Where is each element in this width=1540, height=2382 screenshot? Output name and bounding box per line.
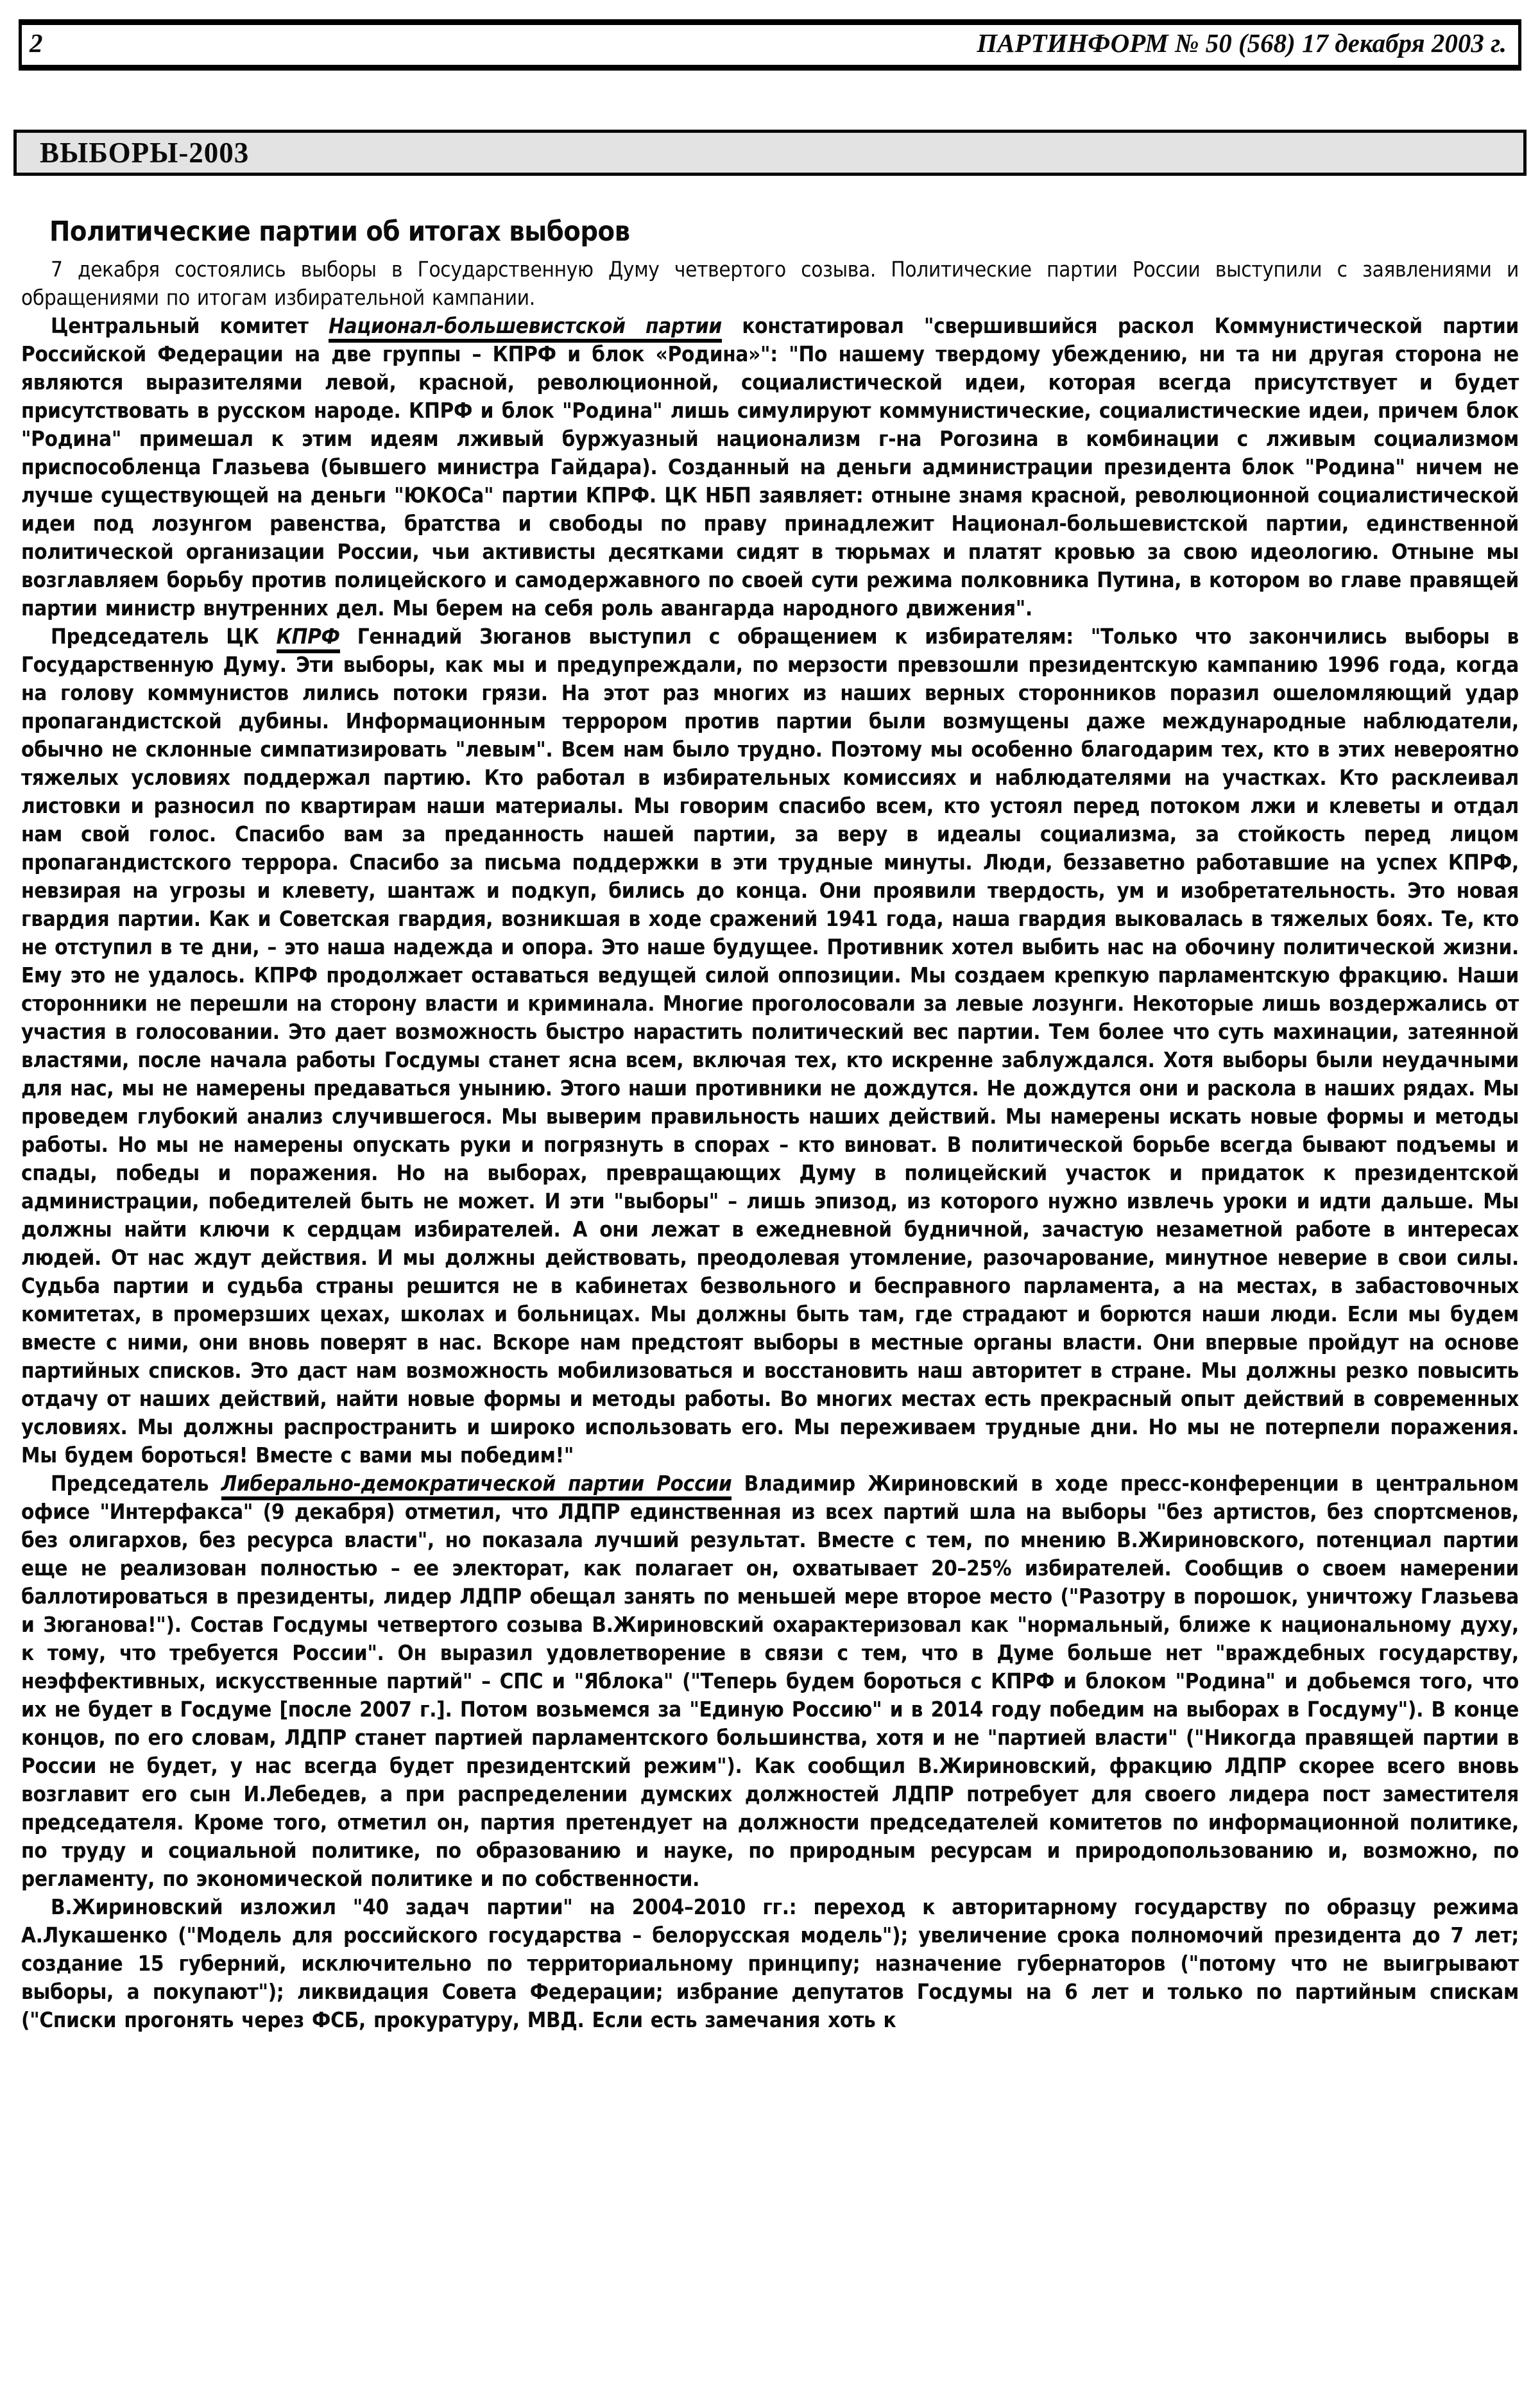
- article: [21, 216, 1519, 2034]
- paragraph-40-tasks: [21, 1893, 1519, 2034]
- paragraph-text: Председатель ЦК: [51, 624, 277, 649]
- paragraph-kprf-zyuganov: [21, 622, 1519, 1469]
- paragraph-text: констатировал "свершившийся раскол Коммунистической партии Российской Федерации на две группы – КПРФ и блок «Родина»": "По нашему твердому убеждению, ни та ни другая сторона не являются выразителями левой, красной, революционной, социалистической идеи, которая всегда присутствует и будет присутствовать в русском народе. КПРФ и блок "Родина" лишь симулируют коммунистические, социалистические идеи, причем блок "Родина" примешал к этим идеям лживый буржуазный национализм г-на Рогозина в комбинации с лживым социализмом приспособленца Глазьева (бывшего министра Гайдара). Созданный на деньги администрации президента блок "Родина" ничем не лучше существующей на деньги "ЮКОСа" партии КПРФ. ЦК НБП заявляет: отныне знамя красной, революционной социалистической идеи под лозунгом равенства, братства и свободы по праву принадлежит Национал-большевистской партии, единственной политической организации России, чьи активисты десятками сидят в тюрьмах и платят кровью за свою идеологию. Отныне мы возглавляем борьбу против полицейского и самодержавного по своей сути режима полковника Путина, в котором во главе правящей партии министр внутренних дел. Мы берем на себя роль авангарда народного движения".: [21, 313, 1519, 621]
- journal-title: ПАРТИНФОРМ № 50 (568) 17 декабря 2003 г.: [977, 28, 1507, 58]
- paragraph-nbp-statement: [21, 312, 1519, 622]
- paragraph-text: Председатель: [51, 1471, 221, 1496]
- party-name-ldpr: Либерально-демократической партии России: [221, 1471, 732, 1500]
- page-header: [19, 19, 1521, 71]
- paragraph-text: Владимир Жириновский в ходе пресс-конференции в центральном офисе "Интерфакса" (9 декабря) отметил, что ЛДПР единственная из всех партий шла на выборы "без артистов, без спортсменов, без олигархов, без ресурса власти", но показала лучший результат. Вместе с тем, по мнению В.Жириновского, потенциал партии еще не реализован полностью – ее электорат, как полагает он, охватывает 20–25% избирателей. Сообщив о своем намерении баллотироваться в президенты, лидер ЛДПР обещал занять по меньшей мере второе место ("Разотру в порошок, уничтожу Глазьева и Зюганова!"). Состав Госдумы четвертого созыва В.Жириновский охарактеризовал как "нормальный, ближе к национальному духу, к тому, что требуется России". Он выразил удовлетворение в связи с тем, что в Думе больше нет "враждебных государству, неэффективных, искусственные партий" – СПС и "Яблока" ("Теперь будем бороться с КПРФ и блоком "Родина" и добьемся того, что их не будет в Госдуме [после 2007 г.]. Потом возьмемся за "Единую Россию" и в 2014 году победим на выборах в Госдуму"). В конце концов, по его словам, ЛДПР станет партией парламентского большинства, хотя и не "партией власти" ("Никогда правящей партии в России не будет, у нас всегда будет президентский режим"). Как сообщил В.Жириновский, фракцию ЛДПР скорее всего вновь возглавит его сын И.Лебедев, а при распределении думских должностей ЛДПР потребует для своего лидера пост заместителя председателя. Кроме того, отметил он, партия претендует на должности председателей комитетов по информационной политике, по труду и социальной политике, по образованию и науке, по природным ресурсам и природопользованию и, возможно, по регламенту, по экономической политике и по собственности.: [21, 1471, 1519, 1891]
- lead-paragraph: 7 декабря состоялись выборы в Государственную Думу четвертого созыва. Политические партии России выступили с заявлениями и обращениями по итогам избирательной кампании.: [21, 257, 1519, 310]
- paragraph-text: Центральный комитет: [51, 313, 329, 338]
- section-banner: [13, 130, 1527, 176]
- party-name-nbp: Национал-большевистской партии: [329, 313, 722, 343]
- article-title: Политические партии об итогах выборов: [49, 216, 630, 248]
- page-number: 2: [30, 28, 43, 58]
- paragraph-ldpr-zhirinovsky: [21, 1469, 1519, 1893]
- paragraph-text: Геннадий Зюганов выступил с обращением к избирателям: "Только что закончились выборы в Государственную Думу. Эти выборы, как мы и предупреждали, по мерзости превзошли президентскую кампанию 1996 года, когда на голову коммунистов лились потоки грязи. На этот раз многих из наших верных сторонников поразил ошеломляющий удар пропагандистской дубины. Информационным террором против партии были возмущены даже международные наблюдатели, обычно не склонные симпатизировать "левым". Всем нам было трудно. Поэтому мы особенно благодарим тех, кто в этих невероятно тяжелых условиях поддержал партию. Кто работал в избирательных комиссиях и наблюдателями на участках. Кто расклеивал листовки и разносил по квартирам наши материалы. Мы говорим спасибо всем, кто устоял перед потоком лжи и клеветы и отдал нам свой голос. Спасибо вам за преданность нашей партии, за веру в идеалы социализма, за стойкость перед лицом пропагандистского террора. Спасибо за письма поддержки в эти трудные минуты. Люди, беззаветно работавшие на успех КПРФ, невзирая на угрозы и клевету, шантаж и подкуп, бились до конца. Они проявили твердость, ум и изобретательность. Это новая гвардия партии. Как и Советская гвардия, возникшая в ходе сражений 1941 года, наша гвардия выковалась в тяжелых боях. Те, кто не отступил в те дни, – это наша надежда и опора. Это наше будущее. Противник хотел выбить нас на обочину политической жизни. Ему это не удалось. КПРФ продолжает оставаться ведущей силой оппозиции. Мы создаем крепкую парламентскую фракцию. Наши сторонники не перешли на сторону власти и криминала. Многие проголосовали за левые лозунги. Некоторые лишь воздержались от участия в голосовании. Это дает возможность быстро нарастить политический вес партии. Тем более что суть махинации, затеянной властями, после начала работы Госдумы станет ясна всем, включая тех, кто искренне заблуждался. Хотя выборы были неудачными для нас, мы не намерены предаваться унынию. Этого наши противники не дождутся. Не дождутся они и раскола в наших рядах. Мы проведем глубокий анализ случившегося. Мы выверим правильность наших действий. Мы намерены искать новые формы и методы работы. Но мы не намерены опускать руки и погрязнуть в спорах – кто виноват. В политической борьбе всегда бывают подъемы и спады, победы и поражения. Но на выборах, превращающих Думу в полицейский участок и придаток к президентской администрации, победителей быть не может. И эти "выборы" – лишь эпизод, из которого нужно извлечь уроки и идти дальше. Мы должны найти ключи к сердцам избирателей. А они лежат в ежедневной будничной, зачастую незаметной работе в интересах людей. От нас ждут действия. И мы должны действовать, преодолевая утомление, разочарование, минутное неверие в свои силы. Судьба партии и судьба страны решится не в кабинетах безвольного и бесправного парламента, а на местах, в забастовочных комитетах, в промерзших цехах, школах и больницах. Мы должны быть там, где страдают и борются наши люди. Если мы будем вместе с ними, они вновь поверят в нас. Вскоре нам предстоят выборы в местные органы власти. Они впервые пройдут на основе партийных списков. Это даст нам возможность мобилизоваться и восстановить наш авторитет в стране. Мы должны резко повысить отдачу от наших действий, найти новые формы и методы работы. Во многих местах есть прекрасный опыт действий в современных условиях. Мы должны распространить и широко использовать его. Мы переживаем трудные дни. Но мы не потерпели поражения. Мы будем бороться! Вместе с вами мы победим!": [21, 624, 1519, 1468]
- section-banner-label: ВЫБОРЫ-2003: [40, 137, 250, 169]
- party-name-kprf: КПРФ: [277, 624, 340, 653]
- paragraph-text: В.Жириновский изложил "40 задач партии" на 2004–2010 гг.: переход к авторитарному государству по образцу режима А.Лукашенко ("Модель для российского государства – белорусская модель"); увеличение срока полномочий президента до 7 лет; создание 15 губерний, исключительно по территориальному принципу; назначение губернаторов ("потому что не выигрывают выборы, а покупают"); ликвидация Совета Федерации; избрание депутатов Госдумы на 6 лет и только по партийным спискам ("Списки прогонять через ФСБ, прокуратуру, МВД. Если есть замечания хоть к: [21, 1894, 1519, 2032]
